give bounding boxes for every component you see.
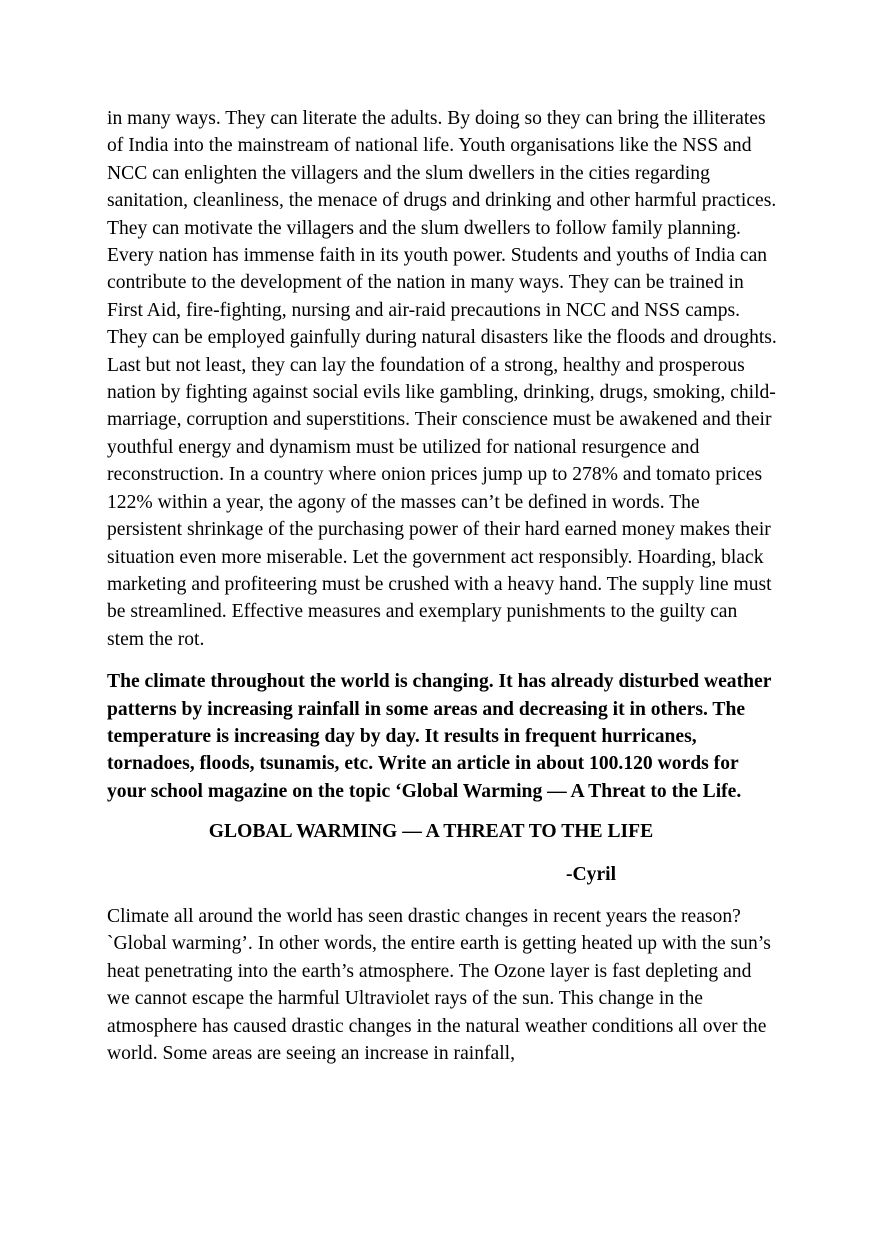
question-paragraph: The climate throughout the world is changing. It has already disturbed weather patterns by increasing rainfall in some areas and decreasing it in others. The temperature is increasing day by day. It results in frequent hurricanes, tornadoes, floods, tsunamis, etc. Write an article in about 100.120 words for your school magazine on the topic ‘Global Warming — A Threat to the Life. [107, 671, 772, 802]
document-page [107, 105, 779, 1067]
continuation-paragraph: in many ways. They can literate the adults. By doing so they can bring the illiterates of India into the mainstream of national life. Youth organisations like the NSS and NCC can enlighten the villagers and the slum dwellers in the cities regarding sanitation, cleanliness, the menace of drugs and drinking and other harmful practices. They can motivate the villagers and the slum dwellers to follow family planning. Every nation has immense faith in its youth power. Students and youths of India can contribute to the development of the nation in many ways. They can be trained in First Aid, fire-fighting, nursing and air-raid precautions in NCC and NSS camps. They can be employed gainfully during natural disasters like the floods and droughts. Last but not least, they can lay the foundation of a strong, healthy and prosperous nation by fighting against social evils like gambling, drinking, drugs, smoking, child-marriage, corruption and superstitions. Their conscience must be awakened and their youthful energy and dynamism must be utilized for national resurgence and reconstruction. In a country where onion prices jump up to 278% and tomato prices 122% within a year, the agony of the masses can’t be defined in words. The persistent shrinkage of the purchasing power of their hard earned money makes their situation even more miserable. Let the government act responsibly. Hoarding, black marketing and profiteering must be crushed with a heavy hand. The supply line must be streamlined. Effective measures and exemplary punishments to the guilty can stem the rot. [107, 108, 777, 650]
article-author: -Cyril [566, 863, 617, 885]
article-body-paragraph: Climate all around the world has seen drastic changes in recent years the reason? `Global warming’. In other words, the entire earth is getting heated up with the sun’s heat penetrating into the earth’s atmosphere. The Ozone layer is fast depleting and we cannot escape the harmful Ultraviolet rays of the sun. This change in the atmosphere has caused drastic changes in the natural weather conditions all over the world. Some areas are seeing an increase in rainfall, [107, 905, 771, 1064]
article-title: GLOBAL WARMING — A THREAT TO THE LIFE [208, 821, 654, 843]
